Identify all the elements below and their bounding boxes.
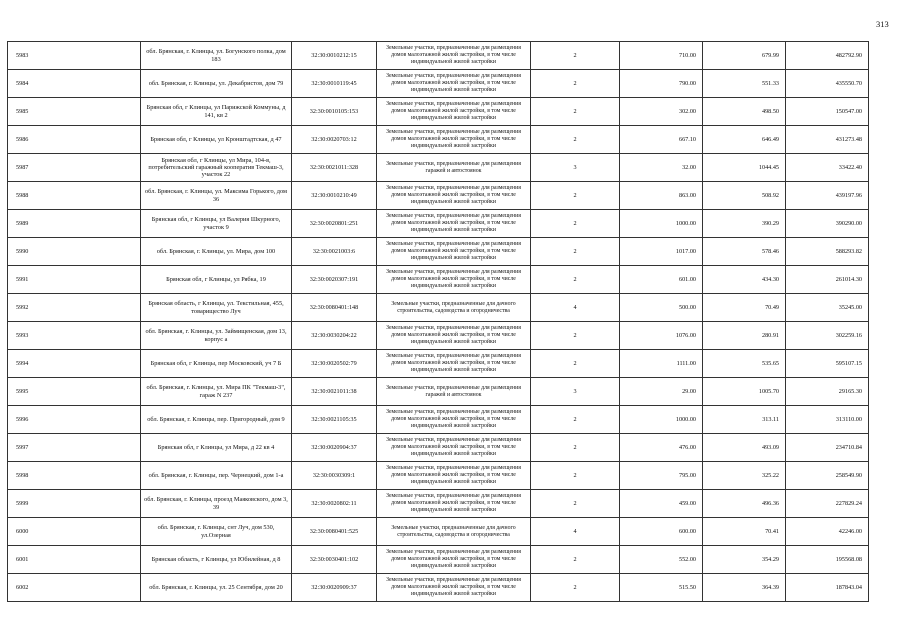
address-cell: Брянская обл, г Клинцы, пер Московский, уч 7 Б	[141, 350, 292, 378]
land-use-cell: Земельные участки, предназначенные для дачного строительства, садоводства и огородничества	[377, 518, 531, 546]
use-group-cell: 2	[531, 98, 620, 126]
area-cell: 795.00	[620, 462, 703, 490]
cadastral-value-cell: 187843.04	[786, 574, 869, 602]
specific-value-cell: 434.30	[703, 266, 786, 294]
cadastral-value-cell: 234710.84	[786, 434, 869, 462]
cadastral-number-cell: 32:30:0010212:15	[292, 42, 377, 70]
land-use-cell: Земельные участки, предназначенные для размещения домов малоэтажной жилой застройки, в том числе индивидуальной жилой застройки	[377, 490, 531, 518]
area-cell: 601.00	[620, 266, 703, 294]
cadastral-value-cell: 33422.40	[786, 154, 869, 182]
cadastral-value-cell: 588293.82	[786, 238, 869, 266]
cadastral-number-cell: 32:30:0020909:37	[292, 574, 377, 602]
use-group-cell: 4	[531, 294, 620, 322]
row-number-cell: 5994	[8, 350, 141, 378]
table-row	[8, 126, 869, 154]
table-row	[8, 322, 869, 350]
use-group-cell: 3	[531, 154, 620, 182]
address-cell: обл. Брянская, г. Клинцы, пер. Чернецкий, дом 1-а	[141, 462, 292, 490]
specific-value-cell: 679.99	[703, 42, 786, 70]
table-row	[8, 70, 869, 98]
cadastral-number-cell: 32:30:0010119:45	[292, 70, 377, 98]
cadastral-number-cell: 32:30:0020801:251	[292, 210, 377, 238]
land-use-cell: Земельные участки, предназначенные для размещения домов малоэтажной жилой застройки, в том числе индивидуальной жилой застройки	[377, 462, 531, 490]
land-use-cell: Земельные участки, предназначенные для размещения домов малоэтажной жилой застройки, в том числе индивидуальной жилой застройки	[377, 210, 531, 238]
cadastral-value-cell: 29165.30	[786, 378, 869, 406]
address-cell: обл. Брянская, г. Клинцы, пер. Пригородный, дом 9	[141, 406, 292, 434]
area-cell: 863.00	[620, 182, 703, 210]
address-cell: Брянская обл, г Клинцы, ул Парижской Коммуны, д 141, кв 2	[141, 98, 292, 126]
land-use-cell: Земельные участки, предназначенные для размещения домов малоэтажной жилой застройки, в том числе индивидуальной жилой застройки	[377, 574, 531, 602]
land-use-cell: Земельные участки, предназначенные для размещения гаражей и автостоянок	[377, 154, 531, 182]
area-cell: 32.00	[620, 154, 703, 182]
row-number-cell: 5987	[8, 154, 141, 182]
cadastral-value-cell: 227829.24	[786, 490, 869, 518]
address-cell: обл. Брянская, г. Клинцы, ул. Максима Горького, дом 36	[141, 182, 292, 210]
row-number-cell: 5985	[8, 98, 141, 126]
row-number-cell: 5996	[8, 406, 141, 434]
use-group-cell: 2	[531, 266, 620, 294]
address-cell: обл. Брянская, г. Клинцы, снт Луч, дом 530, ул.Озерная	[141, 518, 292, 546]
address-cell: обл. Брянская, г. Клинцы, ул. Богунского полка, дом 183	[141, 42, 292, 70]
area-cell: 790.00	[620, 70, 703, 98]
use-group-cell: 2	[531, 126, 620, 154]
cadastral-value-cell: 35245.00	[786, 294, 869, 322]
land-use-cell: Земельные участки, предназначенные для размещения домов малоэтажной жилой застройки, в том числе индивидуальной жилой застройки	[377, 70, 531, 98]
address-cell: обл. Брянская, г. Клинцы, проезд Маяковского, дом 3, 39	[141, 490, 292, 518]
cadastral-number-cell: 32:30:0030204:22	[292, 322, 377, 350]
cadastral-value-cell: 302259.16	[786, 322, 869, 350]
table-row	[8, 574, 869, 602]
row-number-cell: 6000	[8, 518, 141, 546]
land-use-cell: Земельные участки, предназначенные для дачного строительства, садоводства и огородничества	[377, 294, 531, 322]
address-cell: Брянская область, г Клинцы, ул. Текстильная, 455, товарищество Луч	[141, 294, 292, 322]
cadastral-value-cell: 482792.90	[786, 42, 869, 70]
table-row	[8, 42, 869, 70]
row-number-cell: 5995	[8, 378, 141, 406]
address-cell: обл. Брянская, г. Клинцы, ул. Мира ПК "Текмаш-3", гараж N 237	[141, 378, 292, 406]
area-cell: 552.00	[620, 546, 703, 574]
table-row	[8, 266, 869, 294]
use-group-cell: 2	[531, 434, 620, 462]
use-group-cell: 2	[531, 462, 620, 490]
specific-value-cell: 390.29	[703, 210, 786, 238]
cadastral-number-cell: 32:30:0020904:37	[292, 434, 377, 462]
row-number-cell: 5998	[8, 462, 141, 490]
table-row	[8, 98, 869, 126]
cadastral-number-cell: 32:30:0030309:1	[292, 462, 377, 490]
specific-value-cell: 364.39	[703, 574, 786, 602]
cadastral-number-cell: 32:30:0020802:11	[292, 490, 377, 518]
address-cell: Брянская обл, г Клинцы, ул Рябка, 19	[141, 266, 292, 294]
address-cell: Брянская обл, г Клинцы, ул Мира, д 22 кв 4	[141, 434, 292, 462]
land-use-cell: Земельные участки, предназначенные для размещения гаражей и автостоянок	[377, 378, 531, 406]
use-group-cell: 2	[531, 322, 620, 350]
specific-value-cell: 325.22	[703, 462, 786, 490]
cadastral-value-cell: 42246.00	[786, 518, 869, 546]
specific-value-cell: 496.36	[703, 490, 786, 518]
address-cell: обл. Брянская, г. Клинцы, ул. Займищенская, дом 13, корпус а	[141, 322, 292, 350]
area-cell: 1017.00	[620, 238, 703, 266]
use-group-cell: 2	[531, 406, 620, 434]
cadastral-value-cell: 313110.00	[786, 406, 869, 434]
cadastral-number-cell: 32:30:0021011:38	[292, 378, 377, 406]
specific-value-cell: 1005.70	[703, 378, 786, 406]
use-group-cell: 3	[531, 378, 620, 406]
row-number-cell: 5989	[8, 210, 141, 238]
specific-value-cell: 493.09	[703, 434, 786, 462]
row-number-cell: 5993	[8, 322, 141, 350]
cadastral-number-cell: 32:30:0021105:35	[292, 406, 377, 434]
cadastral-value-cell: 195568.08	[786, 546, 869, 574]
specific-value-cell: 70.49	[703, 294, 786, 322]
land-use-cell: Земельные участки, предназначенные для размещения домов малоэтажной жилой застройки, в том числе индивидуальной жилой застройки	[377, 98, 531, 126]
land-use-cell: Земельные участки, предназначенные для размещения домов малоэтажной жилой застройки, в том числе индивидуальной жилой застройки	[377, 434, 531, 462]
specific-value-cell: 354.29	[703, 546, 786, 574]
row-number-cell: 5999	[8, 490, 141, 518]
cadastral-number-cell: 32:30:0021003:6	[292, 238, 377, 266]
cadastral-number-cell: 32:30:0080401:148	[292, 294, 377, 322]
address-cell: Брянская обл, г Клинцы, ул Валерия Шкурного, участок 9	[141, 210, 292, 238]
land-use-cell: Земельные участки, предназначенные для размещения домов малоэтажной жилой застройки, в том числе индивидуальной жилой застройки	[377, 322, 531, 350]
table-row	[8, 490, 869, 518]
row-number-cell: 5986	[8, 126, 141, 154]
registry-body	[8, 42, 869, 602]
address-cell: Брянская область, г Клинцы, ул Юбилейная, д 8	[141, 546, 292, 574]
row-number-cell: 5983	[8, 42, 141, 70]
cadastral-value-cell: 431273.48	[786, 126, 869, 154]
land-use-cell: Земельные участки, предназначенные для размещения домов малоэтажной жилой застройки, в том числе индивидуальной жилой застройки	[377, 406, 531, 434]
specific-value-cell: 1044.45	[703, 154, 786, 182]
cadastral-value-cell: 150547.00	[786, 98, 869, 126]
cadastral-number-cell: 32:30:0010210:49	[292, 182, 377, 210]
address-cell: обл. Брянская, г. Клинцы, ул. Декабристов, дом 79	[141, 70, 292, 98]
cadastral-value-cell: 261014.30	[786, 266, 869, 294]
row-number-cell: 5992	[8, 294, 141, 322]
area-cell: 29.00	[620, 378, 703, 406]
specific-value-cell: 508.92	[703, 182, 786, 210]
land-use-cell: Земельные участки, предназначенные для размещения домов малоэтажной жилой застройки, в том числе индивидуальной жилой застройки	[377, 182, 531, 210]
area-cell: 476.00	[620, 434, 703, 462]
specific-value-cell: 535.65	[703, 350, 786, 378]
cadastral-value-cell: 595107.15	[786, 350, 869, 378]
area-cell: 1000.00	[620, 406, 703, 434]
table-row	[8, 462, 869, 490]
cadastral-number-cell: 32:30:0080401:525	[292, 518, 377, 546]
row-number-cell: 6002	[8, 574, 141, 602]
cadastral-value-cell: 258549.90	[786, 462, 869, 490]
specific-value-cell: 646.49	[703, 126, 786, 154]
land-use-cell: Земельные участки, предназначенные для размещения домов малоэтажной жилой застройки, в том числе индивидуальной жилой застройки	[377, 546, 531, 574]
cadastral-number-cell: 32:30:0020502:79	[292, 350, 377, 378]
use-group-cell: 2	[531, 238, 620, 266]
table-row	[8, 210, 869, 238]
row-number-cell: 6001	[8, 546, 141, 574]
use-group-cell: 2	[531, 490, 620, 518]
area-cell: 710.00	[620, 42, 703, 70]
specific-value-cell: 70.41	[703, 518, 786, 546]
table-row	[8, 434, 869, 462]
cadastral-value-cell: 435550.70	[786, 70, 869, 98]
use-group-cell: 2	[531, 42, 620, 70]
land-use-cell: Земельные участки, предназначенные для размещения домов малоэтажной жилой застройки, в том числе индивидуальной жилой застройки	[377, 42, 531, 70]
area-cell: 515.50	[620, 574, 703, 602]
table-row	[8, 154, 869, 182]
area-cell: 500.00	[620, 294, 703, 322]
area-cell: 1000.00	[620, 210, 703, 238]
use-group-cell: 2	[531, 210, 620, 238]
use-group-cell: 2	[531, 546, 620, 574]
use-group-cell: 4	[531, 518, 620, 546]
row-number-cell: 5991	[8, 266, 141, 294]
row-number-cell: 5990	[8, 238, 141, 266]
use-group-cell: 2	[531, 350, 620, 378]
cadastral-value-cell: 439197.96	[786, 182, 869, 210]
table-row	[8, 182, 869, 210]
use-group-cell: 2	[531, 574, 620, 602]
page-number: 313	[876, 19, 889, 29]
table-row	[8, 350, 869, 378]
use-group-cell: 2	[531, 70, 620, 98]
table-row	[8, 546, 869, 574]
area-cell: 600.00	[620, 518, 703, 546]
specific-value-cell: 551.33	[703, 70, 786, 98]
table-row	[8, 406, 869, 434]
cadastral-number-cell: 32:30:0021011:328	[292, 154, 377, 182]
row-number-cell: 5997	[8, 434, 141, 462]
table-row	[8, 294, 869, 322]
address-cell: Брянская обл, г Клинцы, ул Кронштадтская, д 47	[141, 126, 292, 154]
specific-value-cell: 498.50	[703, 98, 786, 126]
specific-value-cell: 578.46	[703, 238, 786, 266]
cadastral-registry-table	[7, 41, 869, 602]
area-cell: 459.00	[620, 490, 703, 518]
cadastral-value-cell: 390290.00	[786, 210, 869, 238]
table-row	[8, 518, 869, 546]
cadastral-number-cell: 32:30:0010105:153	[292, 98, 377, 126]
address-cell: обл. Брянская, г. Клинцы, ул. Мира, дом 100	[141, 238, 292, 266]
cadastral-number-cell: 32:30:0030401:102	[292, 546, 377, 574]
land-use-cell: Земельные участки, предназначенные для размещения домов малоэтажной жилой застройки, в том числе индивидуальной жилой застройки	[377, 238, 531, 266]
land-use-cell: Земельные участки, предназначенные для размещения домов малоэтажной жилой застройки, в том числе индивидуальной жилой застройки	[377, 350, 531, 378]
row-number-cell: 5988	[8, 182, 141, 210]
use-group-cell: 2	[531, 182, 620, 210]
address-cell: обл. Брянская, г. Клинцы, ул. 25 Сентября, дом 20	[141, 574, 292, 602]
address-cell: Брянская обл, г Клинцы, ул Мира, 104-в, потребительский гаражный кооператив Текмаш-3, участок 22	[141, 154, 292, 182]
cadastral-number-cell: 32:30:0020703:12	[292, 126, 377, 154]
specific-value-cell: 313.11	[703, 406, 786, 434]
area-cell: 1076.00	[620, 322, 703, 350]
table-row	[8, 378, 869, 406]
cadastral-number-cell: 32:30:0020307:191	[292, 266, 377, 294]
land-use-cell: Земельные участки, предназначенные для размещения домов малоэтажной жилой застройки, в том числе индивидуальной жилой застройки	[377, 126, 531, 154]
row-number-cell: 5984	[8, 70, 141, 98]
area-cell: 1111.00	[620, 350, 703, 378]
table-row	[8, 238, 869, 266]
land-use-cell: Земельные участки, предназначенные для размещения домов малоэтажной жилой застройки, в том числе индивидуальной жилой застройки	[377, 266, 531, 294]
area-cell: 302.00	[620, 98, 703, 126]
specific-value-cell: 280.91	[703, 322, 786, 350]
area-cell: 667.10	[620, 126, 703, 154]
